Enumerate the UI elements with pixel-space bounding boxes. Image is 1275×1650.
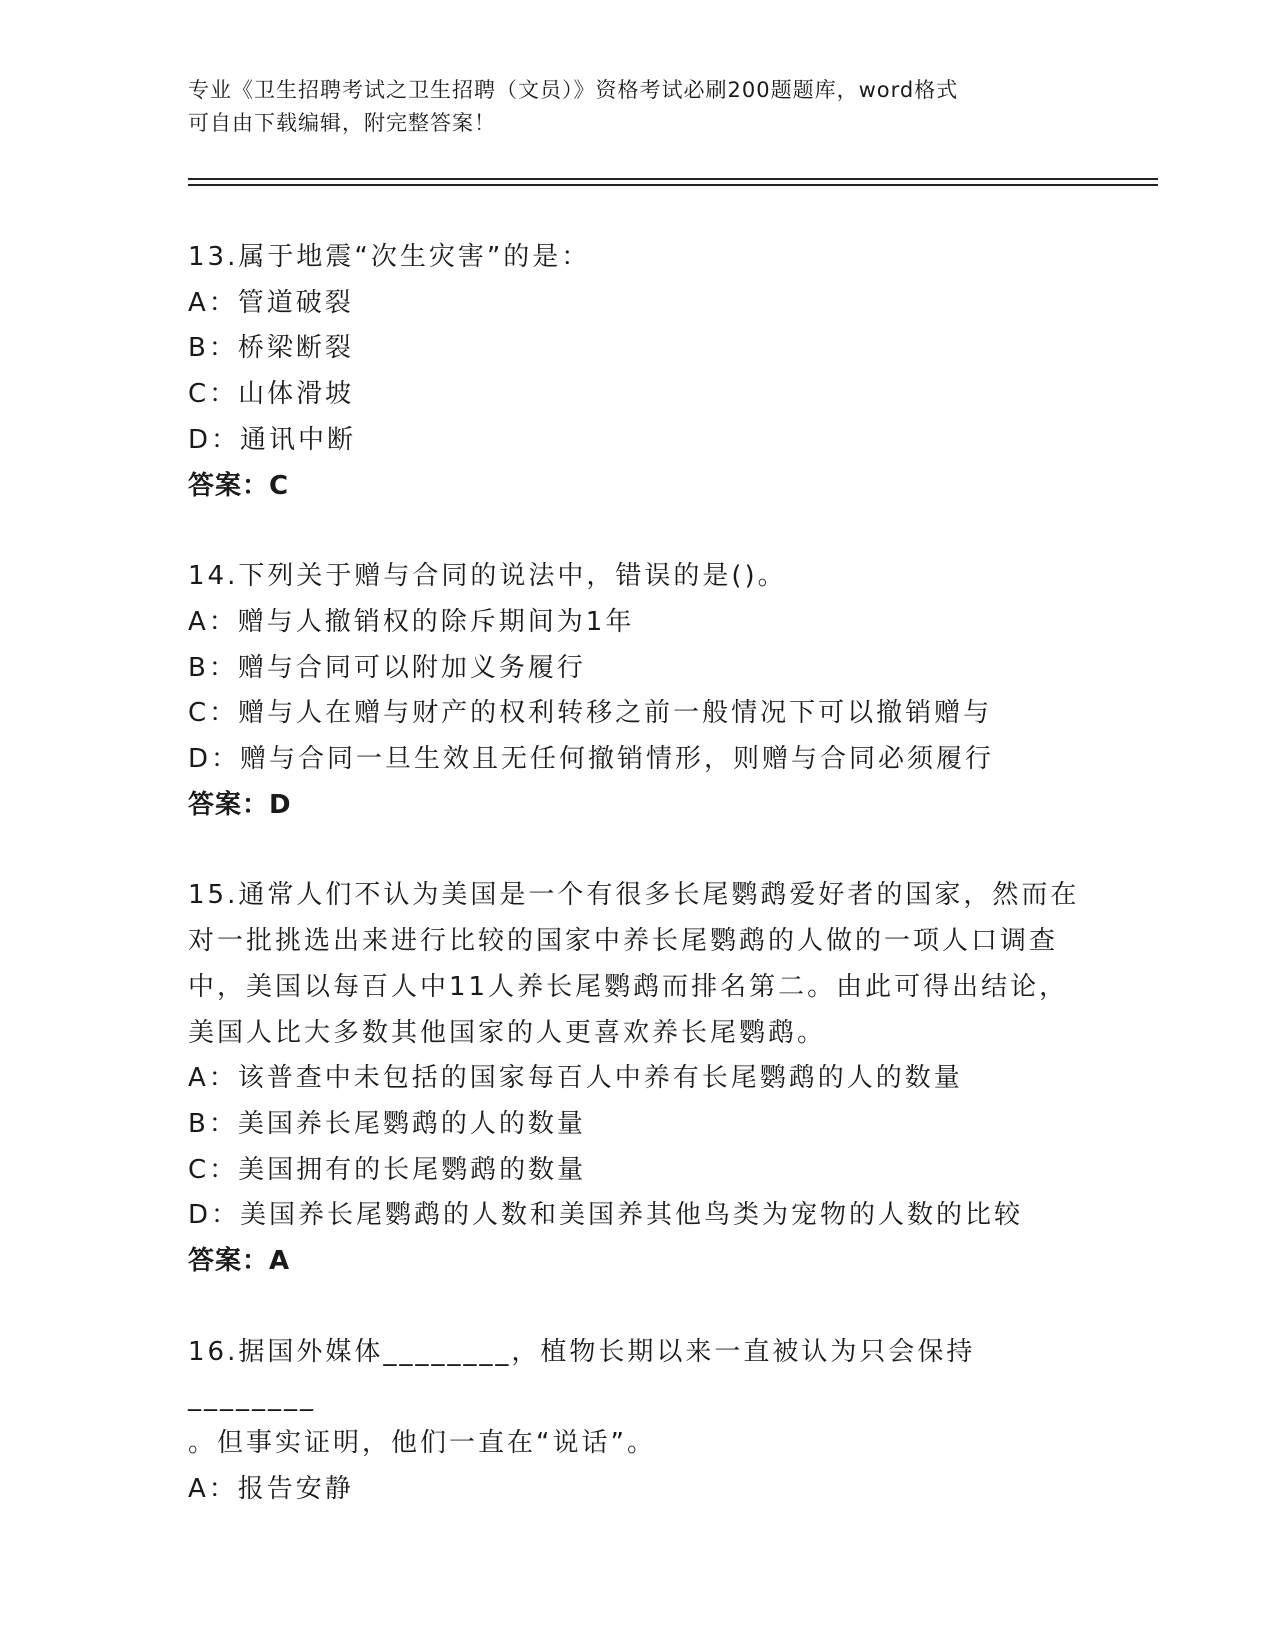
- question-14: [188, 554, 1088, 828]
- option-c: C：赠与人在赠与财产的权利转移之前一般情况下可以撤销赠与: [188, 698, 993, 729]
- question-text: 13.属于地震“次生灾害”的是：: [188, 242, 591, 272]
- option-b: B：桥梁断裂: [188, 333, 354, 364]
- option-b: B：美国养长尾鹦鹉的人的数量: [188, 1108, 586, 1139]
- question-text: 14.下列关于赠与合同的说法中，错误的是()。: [188, 561, 787, 592]
- question-13: [188, 235, 1088, 509]
- header-rule-bottom: [188, 184, 1158, 186]
- answer: 答案：A: [188, 1246, 291, 1277]
- header-line-2: 可自由下载编辑，附完整答案！: [188, 111, 496, 135]
- question-text-line-2: 。但事实证明，他们一直在“说话”。: [188, 1428, 656, 1459]
- question-text-line-3: 中，美国以每百人中11人养长尾鹦鹉而排名第二。由此可得出结论，: [188, 971, 1069, 1002]
- question-16: [188, 1330, 1088, 1513]
- question-text-line-1: 15.通常人们不认为美国是一个有很多长尾鹦鹉爱好者的国家，然而在: [188, 880, 1080, 911]
- answer: 答案：C: [188, 470, 290, 501]
- option-a: A：该普查中未包括的国家每百人中养有长尾鹦鹉的人的数量: [188, 1063, 963, 1094]
- option-a: A：报告安静: [188, 1473, 354, 1504]
- answer: 答案：D: [188, 789, 292, 820]
- option-a: A：管道破裂: [188, 287, 354, 318]
- option-a: A：赠与人撤销权的除斥期间为1年: [188, 606, 635, 637]
- document-header: [188, 74, 1068, 140]
- question-text-line-4: 美国人比大多数其他国家的人更喜欢养长尾鹦鹉。: [188, 1017, 827, 1048]
- option-b: B：赠与合同可以附加义务履行: [188, 652, 586, 683]
- question-list: [188, 235, 1088, 1558]
- question-text-line-1: 16.据国外媒体________，植物长期以来一直被认为只会保持________: [188, 1336, 976, 1413]
- question-15: [188, 873, 1088, 1284]
- option-d: D：美国养长尾鹦鹉的人数和美国养其他鸟类为宠物的人数的比较: [188, 1200, 1024, 1231]
- option-d: D：赠与合同一旦生效且无任何撤销情形，则赠与合同必须履行: [188, 744, 995, 775]
- option-d: D：通讯中断: [188, 424, 357, 455]
- header-line-1: 专业《卫生招聘考试之卫生招聘（文员）》资格考试必刷200题题库，word格式: [188, 78, 959, 102]
- option-c: C：美国拥有的长尾鹦鹉的数量: [188, 1154, 587, 1185]
- option-c: C：山体滑坡: [188, 379, 355, 410]
- header-rule-top: [188, 178, 1158, 180]
- question-text-line-2: 对一批挑选出来进行比较的国家中养长尾鹦鹉的人做的一项人口调查: [188, 926, 1059, 957]
